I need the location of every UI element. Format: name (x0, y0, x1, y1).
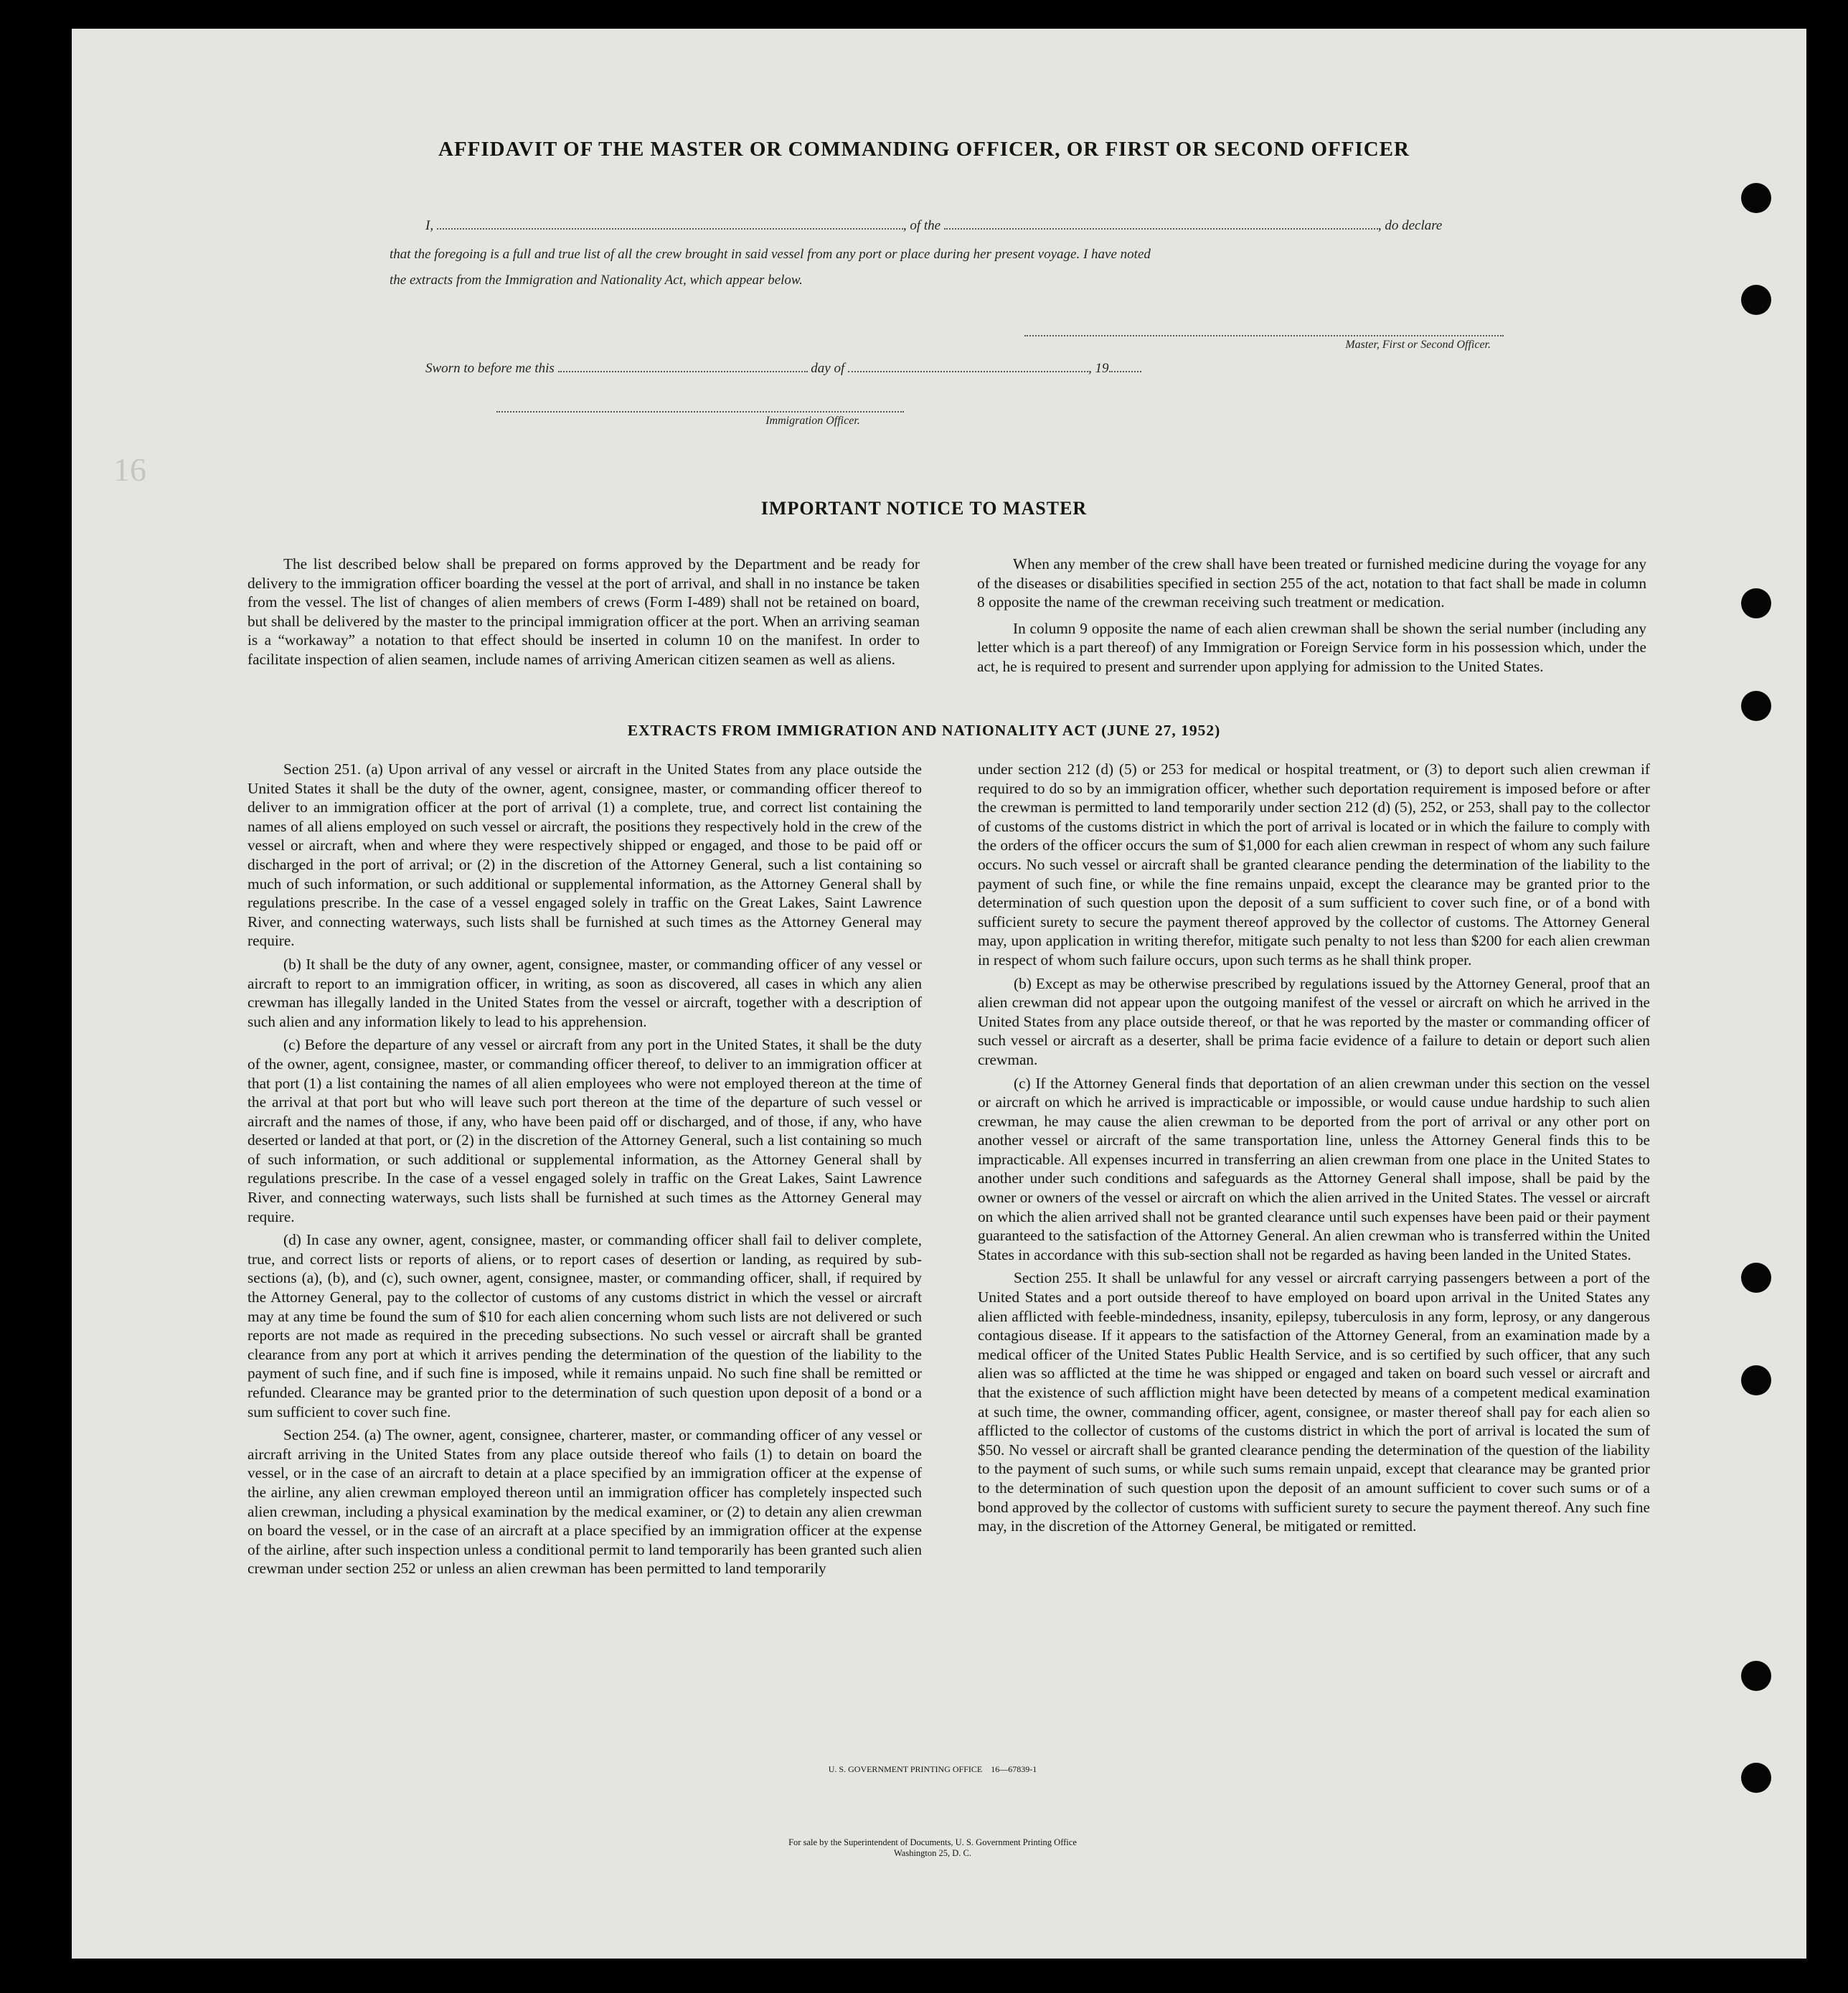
extract-paragraph: (b) Except as may be otherwise prescribed by regulations issued by the Attorney General, proof that an alien crewman did not appear upon the outgoing manifest of the vessel or aircraft on which he arrived in the United States from any place outside thereof, or that he was reported by the master or commanding officer of such vessel or aircraft as a deserter, shall be prima facie evidence of a failure to detain or deport such alien crewman. (978, 974, 1650, 1068)
binder-hole (1741, 1365, 1771, 1395)
sworn-year-field[interactable] (1109, 361, 1141, 372)
affidavit-title: AFFIDAVIT OF THE MASTER OR COMMANDING OFFICER, OR FIRST OR SECOND OFFICER (438, 138, 1410, 161)
extract-paragraph: (c) If the Attorney General finds that deportation of an alien crewman under this section on the vessel or aircraft on which he arrived is impracticable or impossible, or would cause undue hardship to such alien crewman, he may cause the alien crewman to be deported from the port of arrival or any other port on another vessel or aircraft of the same transportation line, unless the Attorney General finds this to be impracticable. All expenses incurred in transferring an alien crewman from one place in the United States to another under such conditions and safeguards as the Attorney General shall impose, shall be paid by the owner or owners of the vessel or aircraft on which the alien arrived in the United States. The vessel or aircraft on which the alien arrived shall not be granted clearance until such expenses have been paid or their payment guaranteed to the satisfaction of the Attorney General. An alien crewman who is transferred within the United States in accordance with this sub-section shall not be regarded as having been landed in the United States. (978, 1074, 1650, 1263)
extract-paragraph: Section 255. It shall be unlawful for any vessel or aircraft carrying passengers between a port of the United States and a port outside thereof to have employed on board upon arrival in the United States any alien afflicted with feeble-mindedness, insanity, epilepsy, tuberculosis in any form, leprosy, or any dangerous contagious disease. If it appears to the satisfaction of the Attorney General, from an examination made by a medical officer of the United States Public Health Service, and is so certified by such officer, that any such alien was so afflicted at the time he was shipped or engaged and taken on board such vessel or aircraft and that the existence of such affliction might have been detected by means of a competent medical examination at such time, the owner, commanding officer, agent, consignee, or master thereof shall pay for each alien so afflicted to the collector of customs of the customs district in which the port of arrival is located the sum of $50. No vessel or aircraft shall be granted clearance pending the determination of the question of the liability to the payment of such sums, or while such sums remain unpaid, except that clearance may be granted prior to the determination of such question upon the deposit of an amount sufficient to cover such sums or of a bond approved by the collector of customs with sufficient surety to secure the payment thereof. Any such fine may, in the discretion of the Attorney General, be mitigated or remitted. (978, 1269, 1650, 1535)
margin-number: 16 (113, 451, 146, 488)
binder-hole (1741, 1763, 1771, 1793)
sworn-day-field[interactable] (558, 361, 808, 372)
extracts-title: EXTRACTS FROM IMMIGRATION AND NATIONALITY ACT (JUNE 27, 1952) (627, 722, 1221, 739)
binder-hole (1741, 183, 1771, 213)
declarant-name-field[interactable] (437, 218, 903, 230)
affidavit-line-1 (425, 218, 1505, 234)
master-signature-line[interactable] (1024, 335, 1504, 336)
notice-paragraph: When any member of the crew shall have been treated or furnished medicine during the voyage for any of the diseases or disabilities specified in section 255 of the act, notation to that fact shall be made in column 8 opposite the name of the crewman receiving such treatment or medication. (977, 555, 1646, 611)
sworn-line (425, 361, 1286, 377)
extract-paragraph: (d) In case any owner, agent, consignee, master, or commanding officer shall fail to deliver complete, true, and correct lists or reports of aliens, or to report cases of desertion or landing, as required by sub-sections (a), (b), and (c), such owner, agent, consignee, master, or commanding officer, shall, if required by the Attorney General, pay to the collector of customs of any customs district in which the vessel or aircraft may at any time be found the sum of $10 for each alien concerning whom such lists are not delivered or such reports are not made as required in the preceding subsections. No such vessel or aircraft shall be granted clearance from any port at which it arrives pending the determination of the question of the liability to the payment of such fine, and if such fine is imposed, while it remains unpaid. No such fine shall be remitted or refunded. Clearance may be granted prior to the determination of such question upon deposit of a bond or a sum sufficient to cover such fine. (248, 1231, 922, 1420)
extracts-right-column (978, 760, 1650, 1540)
binder-hole (1741, 285, 1771, 315)
year-label: , 19 (1088, 361, 1109, 376)
affidavit-line-2: that the foregoing is a full and true list of all the crew brought in said vessel from any port or place during her present voyage. I have noted (390, 247, 1151, 262)
footer (646, 1837, 1220, 1859)
binder-hole (1741, 1661, 1771, 1691)
footer-line-1: For sale by the Superintendent of Documents, U. S. Government Printing Office (788, 1837, 1077, 1847)
extract-paragraph: under section 212 (d) (5) or 253 for medical or hospital treatment, or (3) to deport such alien crewman if required to do so by an immigration officer, whether such deportation requirement is imposed before or after the crewman is permitted to land temporarily under section 212 (d) (5), 252, or 253, shall pay to the collector of customs of the customs district in which the port of arrival is located or in which the failure to comply with the orders of the officer occurs the sum of $1,000 for each alien crewman in respect of whom any such failure occurs. No such vessel or aircraft shall be granted clearance pending the determination of the liability to the payment of such fine, or while the fine remains unpaid, except the clearance may be granted prior to the determination of such question upon the deposit of a sum sufficient to cover such fine, or of a bond with sufficient surety to secure the payment thereof approved by the collector of customs. The Attorney General may, upon application in writing therefor, mitigate such penalty to not less than $200 for each alien crewman in respect of whom such failure occurs, upon such terms as he shall think proper. (978, 760, 1650, 969)
binder-hole (1741, 1263, 1771, 1293)
officer-signature-label: Immigration Officer. (765, 415, 860, 427)
master-signature-label: Master, First or Second Officer. (1345, 339, 1491, 351)
declare-label: , do declare (1377, 218, 1443, 233)
print-code: U. S. GOVERNMENT PRINTING OFFICE 16—67839-1 (828, 1764, 1037, 1774)
extracts-left-column (248, 760, 922, 1583)
extract-paragraph: Section 251. (a) Upon arrival of any vessel or aircraft in the United States from any place outside the United States it shall be the duty of the owner, agent, consignee, master, or commanding officer thereof to deliver to an immigration officer at the port of arrival (1) a complete, true, and correct list containing the names of all aliens employed on such vessel or aircraft, the positions they respectively hold in the crew of the vessel or aircraft, when and where they were respectively shipped or engaged, and those to be paid off or discharged in the port of arrival; or (2) in the discretion of the Attorney General, such a list containing so much of such information, or such additional or supplemental information, as the Attorney General shall by regulations prescribe. In the case of a vessel engaged solely in traffic on the Great Lakes, Saint Lawrence River, and connecting waterways, such lists shall be furnished at such times as the Attorney General may require. (248, 760, 922, 950)
sworn-label: Sworn to before me this (425, 361, 555, 376)
notice-title: IMPORTANT NOTICE TO MASTER (760, 498, 1088, 519)
footer-line-2: Washington 25, D. C. (893, 1848, 972, 1858)
declarant-label: I, (425, 218, 434, 233)
binder-hole (1741, 588, 1771, 618)
notice-left-column (248, 555, 920, 674)
affidavit-line-3: the extracts from the Immigration and Nationality Act, which appear below. (390, 273, 803, 288)
notice-paragraph: In column 9 opposite the name of each alien crewman shall be shown the serial number (including any letter which is a part thereof) of any Immigration or Foreign Service form in his possession which, under the act, he is required to present and surrender upon applying for admission to the United States. (977, 619, 1646, 675)
notice-paragraph: The list described below shall be prepared on forms approved by the Department and be ready for delivery to the immigration officer boarding the vessel at the port of arrival, and shall in no instance be taken from the vessel. The list of changes of alien members of crews (Form I-489) shall not be retained on board, but shall be delivered by the master to the principal immigration officer at the port. When an arriving seaman is a “workaway” a notation to that effect should be inserted in column 10 on the manifest. In order to facilitate inspection of alien seamen, include names of arriving American citizen seamen as well as aliens. (248, 555, 920, 668)
extract-paragraph: (c) Before the departure of any vessel or aircraft from any port in the United States, it shall be the duty of the owner, agent, consignee, master, or commanding officer thereof, to deliver to an immigration officer at that port (1) a list containing the names of all alien employees who were not employed thereon at the time of the arrival at that port but who will leave such port thereon at the time of the departure of such vessel or aircraft and the names of those, if any, who have been paid off or discharged, and of those, if any, who have deserted or landed at that port, or (2) in the discretion of the Attorney General, such a list containing so much of such information, or such additional or supplemental information, as the Attorney General shall by regulations prescribe. In the case of a vessel engaged solely in traffic on the Great Lakes, Saint Lawrence River, and connecting waterways, such lists shall be furnished at such times as the Attorney General may require. (248, 1036, 922, 1225)
officer-signature-line[interactable] (496, 411, 904, 413)
extract-paragraph: Section 254. (a) The owner, agent, consignee, charterer, master, or commanding officer of any vessel or aircraft arriving in the United States from any place outside thereof who fails (1) to detain on board the vessel, or in the case of an aircraft to detain at a place specified by an immigration officer at the expense of the airline, any alien crewman employed thereon until an immigration officer has completely inspected such alien crewman, including a physical examination by the medical examiner, or (2) to detain any alien crewman on board the vessel, or in the case of an aircraft at a place specified by an immigration officer at the expense of the airline, after such inspection unless a conditional permit to land temporarily has been granted such alien crewman under section 252 or unless an alien crewman has been permitted to land temporarily (248, 1426, 922, 1578)
vessel-label: , of the (902, 218, 941, 233)
day-of-label: day of (811, 361, 845, 376)
sworn-month-field[interactable] (848, 361, 1088, 372)
notice-right-column (977, 555, 1646, 681)
extract-paragraph: (b) It shall be the duty of any owner, agent, consignee, master, or commanding officer of any vessel or aircraft to report to an immigration officer, in writing, as soon as discovered, all cases in which any alien crewman has illegally landed in the United States from the vessel or aircraft, together with a description of such alien and any information likely to lead to his apprehension. (248, 955, 922, 1030)
vessel-name-field[interactable] (944, 218, 1378, 230)
binder-hole (1741, 691, 1771, 721)
